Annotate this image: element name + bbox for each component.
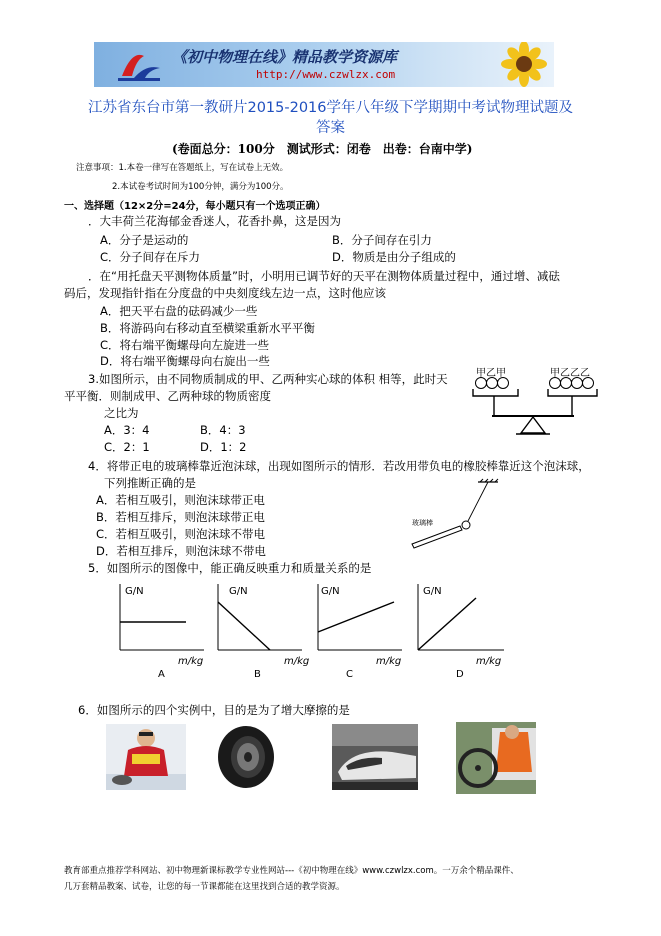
balance-left-label: 甲乙甲 <box>476 368 506 379</box>
train-photo <box>332 724 418 790</box>
q1-option-c: C．分子间存在斥力 <box>100 250 201 264</box>
q1-stem: ．大丰荷兰花海郁金香迷人，花香扑鼻，这是因为 <box>88 214 341 228</box>
q4-stem-1: 4．将带正电的玻璃棒靠近泡沫球，出现如图所示的情形．若改用带负电的橡胶棒靠近这个泡沫球， <box>88 459 590 473</box>
page-title-line2: 答案 <box>316 120 345 136</box>
q4-option-a: A．若相互吸引，则泡沫球带正电 <box>96 493 265 507</box>
banner-url: http://www.czwlzx.com <box>256 68 396 81</box>
graph-b-ylabel: G/N <box>229 586 248 597</box>
graph-d <box>414 580 506 680</box>
curling-photo <box>106 724 186 790</box>
graph-c-xlabel: m/kg <box>376 656 402 667</box>
footer-line-1: 教育部重点推荐学科网站、初中物理新课标教学专业性网站---《初中物理在线》www.czwlzx.com。一万余个精品课件、 <box>64 866 519 876</box>
q6-stem: 6．如图所示的四个实例中，目的是为了增大摩擦的是 <box>78 703 350 717</box>
bicycle-repair-photo <box>456 722 536 794</box>
graph-a <box>116 580 206 680</box>
graph-c-label: C <box>346 669 353 680</box>
q2-option-c: C．将右端平衡螺母向左旋进一些 <box>100 338 270 352</box>
graph-a-xlabel: m/kg <box>178 656 204 667</box>
logo-icon <box>114 46 164 84</box>
graph-d-label: D <box>456 669 464 680</box>
q4-stem-2: 下列推断正确的是 <box>104 476 196 490</box>
q1-option-d: D．物质是由分子组成的 <box>332 250 456 264</box>
q3-stem-2: 平平衡．则制成甲、乙两种球的物质密度 <box>64 389 271 403</box>
q3-option-c: C．2：1 <box>104 440 150 454</box>
q3-stem-3: 之比为 <box>104 406 139 420</box>
q2-option-b: B．将游码向右移动直至横梁重新水平平衡 <box>100 321 315 335</box>
banner-title: 《初中物理在线》精品教学资源库 <box>172 48 398 66</box>
graph-b <box>214 580 310 680</box>
graph-a-ylabel: G/N <box>125 586 144 597</box>
glass-rod-label: 玻璃棒 <box>412 519 433 527</box>
q1-option-b: B．分子间存在引力 <box>332 233 432 247</box>
graph-c-ylabel: G/N <box>321 586 340 597</box>
q4-option-d: D．若相互排斥，则泡沫球不带电 <box>96 544 266 558</box>
q3-option-a: A．3：4 <box>104 423 150 437</box>
q2-stem-2: 码后，发现指针指在分度盘的中央刻度线左边一点，这时他应该 <box>64 286 386 300</box>
exam-info: (卷面总分：100分 测试形式：闭卷 出卷：台南中学) <box>172 142 473 156</box>
graph-a-label: A <box>158 669 165 680</box>
header-banner <box>94 42 554 87</box>
q3-option-b: B．4：3 <box>200 423 246 437</box>
footer-line-2: 几万套精品教案、试卷，让您的每一节课都能在这里找到合适的教学资源。 <box>64 882 345 892</box>
q5-stem: 5．如图所示的图像中，能正确反映重力和质量关系的是 <box>88 561 372 575</box>
glass-rod-figure <box>410 478 510 550</box>
graph-d-xlabel: m/kg <box>476 656 502 667</box>
balance-right-label: 甲乙乙乙 <box>550 368 590 379</box>
q2-option-d: D．将右端平衡螺母向右旋出一些 <box>100 354 270 368</box>
page-title: 江苏省东台市第一教研片2015-2016学年八年级下学期期中考试物理试题及 <box>87 100 574 116</box>
section-heading: 一、选择题（12×2分=24分，每小题只有一个选项正确） <box>64 201 326 212</box>
balance-figure <box>472 362 622 446</box>
graph-c <box>314 580 404 680</box>
graph-d-ylabel: G/N <box>423 586 442 597</box>
sunflower-icon <box>494 42 554 87</box>
notice-1: 注意事项：1.本卷一律写在答题纸上，写在试卷上无效。 <box>76 163 289 173</box>
q3-option-d: D．1：2 <box>200 440 247 454</box>
q1-option-a: A．分子是运动的 <box>100 233 189 247</box>
graph-b-label: B <box>254 669 261 680</box>
notice-2: 2.本试卷考试时间为100分钟，满分为100分。 <box>112 182 289 192</box>
q2-option-a: A．把天平右盘的砝码减少一些 <box>100 304 258 318</box>
q4-option-c: C．若相互吸引，则泡沫球不带电 <box>96 527 266 541</box>
q2-stem-1: ．在“用托盘天平测物体质量”时，小明用已调节好的天平在测物体质量过程中，通过增、减砝 <box>88 269 560 283</box>
graph-b-xlabel: m/kg <box>284 656 310 667</box>
q4-option-b: B．若相互排斥，则泡沫球带正电 <box>96 510 265 524</box>
tire-photo <box>214 724 278 790</box>
q3-stem-1: 3.如图所示，由不同物质制成的甲、乙两种实心球的体积 相等，此时天 <box>88 372 448 386</box>
